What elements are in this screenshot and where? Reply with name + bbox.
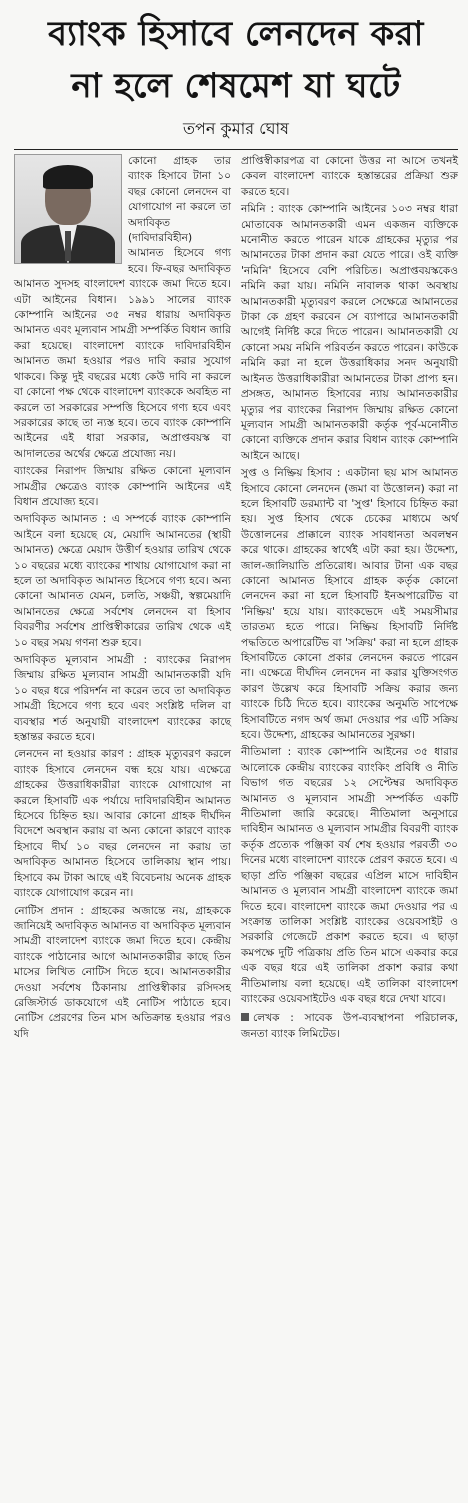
headline-line-2: না হলে শেষমেশ যা ঘটে (71, 66, 401, 106)
paragraph: অদাবিকৃত আমানত : এ সম্পর্কে ব্যাংক কোম্পানি আইনে বলা হয়েছে যে, মেয়াদি আমানতের (স্থায়ী আমানত) ক্ষেত্রে মেয়াদ উত্তীর্ণ হওয়ার তারিখ থেকে ১০ বছরের মধ্যে ব্যাংকের শাখায় যোগাযোগ করা না হলে তা অদাবিকৃত আমানত হিসেবে গণ্য হবে। অন্য কোনো আমানত যেমন, চলতি, সঞ্চয়ী, স্বল্পমেয়াদি আমানতের ক্ষেত্রে সর্বশেষ লেনদেন বা হিসাব বিবরণীর সর্বশেষ প্রাপ্তিস্বীকারের তারিখ থেকে এই ১০ বছর সময় গণনা শুরু হবে। (14, 513, 231, 649)
headline (14, 8, 458, 112)
divider (14, 149, 458, 150)
author-note (241, 1011, 458, 1042)
column-left (14, 154, 231, 1044)
paragraph: নীতিমালা : ব্যাংক কোম্পানি আইনের ৩৫ ধারার আলোকে কেন্দ্রীয় ব্যাংকের ব্যাংকিং প্রবিধি ও নীতি বিভাগ গত বছরের ১২ সেপ্টেম্বর অদাবিকৃত আমানত ও মূল্যবান সামগ্রী সম্পর্কিত একটি নীতিমালা জারি করেছে। নীতিমালা অনুসারে দাবিহীন আমানত ও মূল্যবান সামগ্রীর বিবরণী ব্যাংক কর্তৃক প্রত্যেক পঞ্জিকা বর্ষ শেষ হওয়ার পরবর্তী ৩০ দিনের মধ্যে বাংলাদেশ ব্যাংকে প্রেরণ করতে হবে। এ ছাড়া প্রতি পঞ্জিকা বছরের এপ্রিল মাসে দাবিহীন আমানত ও মূল্যবান সামগ্রী বাংলাদেশ ব্যাংকে জমা দিতে হবে। বাংলাদেশ ব্যাংকে জমা দেওয়ার পর এ সংক্রান্ত তালিকা সংশ্লিষ্ট ব্যাংকের ওয়েবসাইট ও সরকারি গেজেটে প্রকাশ করতে হবে। এ ছাড়া কমপক্ষে দুটি পত্রিকায় প্রতি তিন মাসে একবার করে এক বছর ধরে এই তালিকা প্রকাশ করার কথা নীতিমালায় বলা হয়েছে। এই তালিকা বাংলাদেশ ব্যাংকের ওয়েবসাইটেও এক বছর ধরে দেখা যাবে। (241, 746, 458, 1005)
article-body (14, 154, 458, 1044)
column-right (241, 154, 458, 1044)
paragraph: নমিনি : ব্যাংক কোম্পানি আইনের ১০৩ নম্বর ধারা মোতাবেক আমানতকারী এমন একজন ব্যক্তিকে মনোনীত করতে পারেন যাকে গ্রাহকের মৃত্যুর পর আমানতের টাকা প্রদান করা যেতে পারে। ওই ব্যক্তি 'নমিনি' হিসেবে বেশি পরিচিত। অপ্রাপ্তবয়স্ককেও নমিনি করা যায়। নমিনি নাবালক থাকা অবস্থায় আমানতকারী মৃত্যুবরণ করলে সেক্ষেত্রে আমানতের টাকা কে গ্রহণ করবেন সে ব্যাপারে আমানতকারী আগেই নির্দিষ্ট করে দিতে পারেন। আমানতকারী যে কোনো সময় নমিনি পরিবর্তন করতে পারেন। কাউকে নমিনি করা না হলে উত্তরাধিকার সনদ অনুযায়ী আইনত উত্তরাধিকারীরা আমানতের টাকা প্রাপ্য হন। প্রসঙ্গত, আমানত হিসাবের ন্যায় আমানতকারীর মৃত্যুর পর ব্যাংকের নিরাপদ জিম্মায় রক্ষিত কোনো মূল্যবান সামগ্রী আমানতকারী কর্তৃক পূর্ব-মনোনীত কোনো ব্যক্তিকে প্রদান করার বিধান ব্যাংক কোম্পানি আইনে আছে। (241, 203, 458, 462)
author-note-text: লেখক : সাবেক উপ-ব্যবস্থাপনা পরিচালক, জনতা ব্যাংক লিমিটেড। (241, 1012, 458, 1040)
headline-line-1: ব্যাংক হিসাবে লেনদেন করা (48, 14, 424, 54)
byline: তপন কুমার ঘোষ (183, 119, 289, 138)
paragraph: সুপ্ত ও নিষ্ক্রিয় হিসাব : একটানা ছয় মাস আমানত হিসাবে কোনো লেনদেন (জমা বা উত্তোলন) করা না হলে হিসাবটি ডরম্যান্ট বা 'সুপ্ত' হিসাবে চিহ্নিত করা হয়। সুপ্ত হিসাব থেকে চেকের মাধ্যমে অর্থ উত্তোলনের প্রাক্কালে ব্যাংক সাবধানতা অবলম্বন করে থাকে। গ্রাহকের স্বার্থেই এটা করা হয়। উদ্দেশ্য, জাল-জালিয়াতি প্রতিরোধ। আবার টানা এক বছর কোনো আমানত হিসাবে গ্রাহক কর্তৃক কোনো লেনদেন করা না হলে হিসাবটি ইনঅপারেটিভ বা 'নিষ্ক্রিয়' হয়ে যায়। ব্যাংকভেদে এই সময়সীমার তারতম্য হতে পারে। নিষ্ক্রিয় হিসাবটি নির্দিষ্ট পদ্ধতিতে অপারেটিভ বা 'সক্রিয়' করা না হলে গ্রাহক হিসাবটিতে কোনো প্রকার লেনদেন করতে পারেন না। এক্ষেত্রে দীর্ঘদিন লেনদেন না করার যুক্তিসংগত কারণ উল্লেখ করে হিসাবটি সক্রিয় করার জন্য ব্যাংকে চিঠি দিতে হবে। ব্যাংকের অনুমতি সাপেক্ষে হিসাবটিতে নগদ অর্থ জমা দেওয়ার পর এটি সক্রিয় হবে। উদ্দেশ্য, গ্রাহকের আমানতের সুরক্ষা। (241, 467, 458, 742)
bullet-square-icon (241, 1013, 249, 1021)
paragraph: নোটিস প্রদান : গ্রাহকের অজান্তে নয়, গ্রাহককে জানিয়েই অদাবিকৃত আমানত বা অদাবিকৃত মূল্যবান সামগ্রী বাংলাদেশ ব্যাংকে জমা দিতে হবে। কেন্দ্রীয় ব্যাংকে পাঠানোর আগে আমানতকারীর কাছে তিন মাসের লিখিত নোটিস দিতে হবে। আমানতকারীর দেওয়া সর্বশেষ ঠিকানায় প্রাপ্তিস্বীকার রসিদসহ রেজিস্টার্ড ডাকযোগে এই নোটিস পাঠাতে হবে। নোটিস প্রেরণের তিন মাস অতিক্রান্ত হওয়ার পরও যদি (14, 904, 231, 1040)
paragraph: প্রাপ্তিস্বীকারপত্র বা কোনো উত্তর না আসে তখনই কেবল বাংলাদেশ ব্যাংকে হস্তান্তরের প্রক্রিয়া শুরু করতে হবে। (241, 155, 458, 198)
paragraph: কোনো গ্রাহক তার ব্যাংক হিসাবে টানা ১০ বছর কোনো লেনদেন বা যোগাযোগ না করলে তা অদাবিকৃত (দাবিদারবিহীন) আমানত হিসেবে গণ্য হবে। ফি-বছর অদাবিকৃত আমানত সুদসহ বাংলাদেশ ব্যাংকে জমা দিতে হবে। এটা আইনের বিধান। ১৯৯১ সালের ব্যাংক কোম্পানি আইনের ৩৫ নম্বর ধারায় অদাবিকৃত আমানত এবং মূল্যবান সামগ্রী সম্পর্কিত বিধান জারি করা হয়েছে। বাংলাদেশ ব্যাংকে দাবিদারবিহীন আমানত জমা হওয়ার পরও দাবি করার সুযোগ থাকবে। কিন্তু দুই বছরের মধ্যে কেউ দাবি না করলে বা কোনো পক্ষ থেকে বাংলাদেশ ব্যাংককে অবহিত না করলে তা সরকারের সম্পত্তি হিসেবে গণ্য হবে এবং সরকারের কাছে তা ন্যস্ত হবে। তবে ব্যাংক কোম্পানি আইনের এই ধারা সরকার, অপ্রাপ্তবয়স্ক বা আদালতের অর্থের ক্ষেত্রে প্রযোজ্য নয়। (14, 155, 231, 460)
paragraph: লেনদেন না হওয়ার কারণ : গ্রাহক মৃত্যুবরণ করলে ব্যাংক হিসাবে লেনদেন বন্ধ হয়ে যায়। এক্ষেত্রে গ্রাহকের উত্তরাধিকারীরা ব্যাংকে যোগাযোগ না করলে হিসাবটি এক পর্যায়ে দাবিদারবিহীন আমানত হিসেবে চিহ্নিত হয়। আবার কোনো গ্রাহক দীর্ঘদিন বিদেশে অবস্থান করায় বা অন্য কোনো কারণে ব্যাংক হিসাবে দীর্ঘ ১০ বছর লেনদেন না করায় তা অদাবিকৃত আমানত হিসেবে তালিকায় স্থান পায়। হিসাবে কম টাকা আছে এই বিবেচনায় অনেক গ্রাহক ব্যাংকে যোগাযোগ করেন না। (14, 748, 231, 900)
author-photo (14, 154, 122, 264)
paragraph: অদাবিকৃত মূল্যবান সামগ্রী : ব্যাংকের নিরাপদ জিম্মায় রক্ষিত মূল্যবান সামগ্রী আমানতকারী যদি ১০ বছর ধরে পরিদর্শন না করেন তবে তা অদাবিকৃত সামগ্রী হিসেবে গণ্য হবে এবং সংশ্লিষ্ট দলিল বা ব্যবস্থার শর্ত অনুযায়ী বাংলাদেশ ব্যাংকের কাছে হস্তান্তর করতে হবে। (14, 654, 231, 744)
paragraph: ব্যাংকের নিরাপদ জিম্মায় রক্ষিত কোনো মূল্যবান সামগ্রীর ক্ষেত্রেও ব্যাংক কোম্পানি আইনের এই বিধান প্রযোজ্য হবে। (14, 465, 231, 508)
